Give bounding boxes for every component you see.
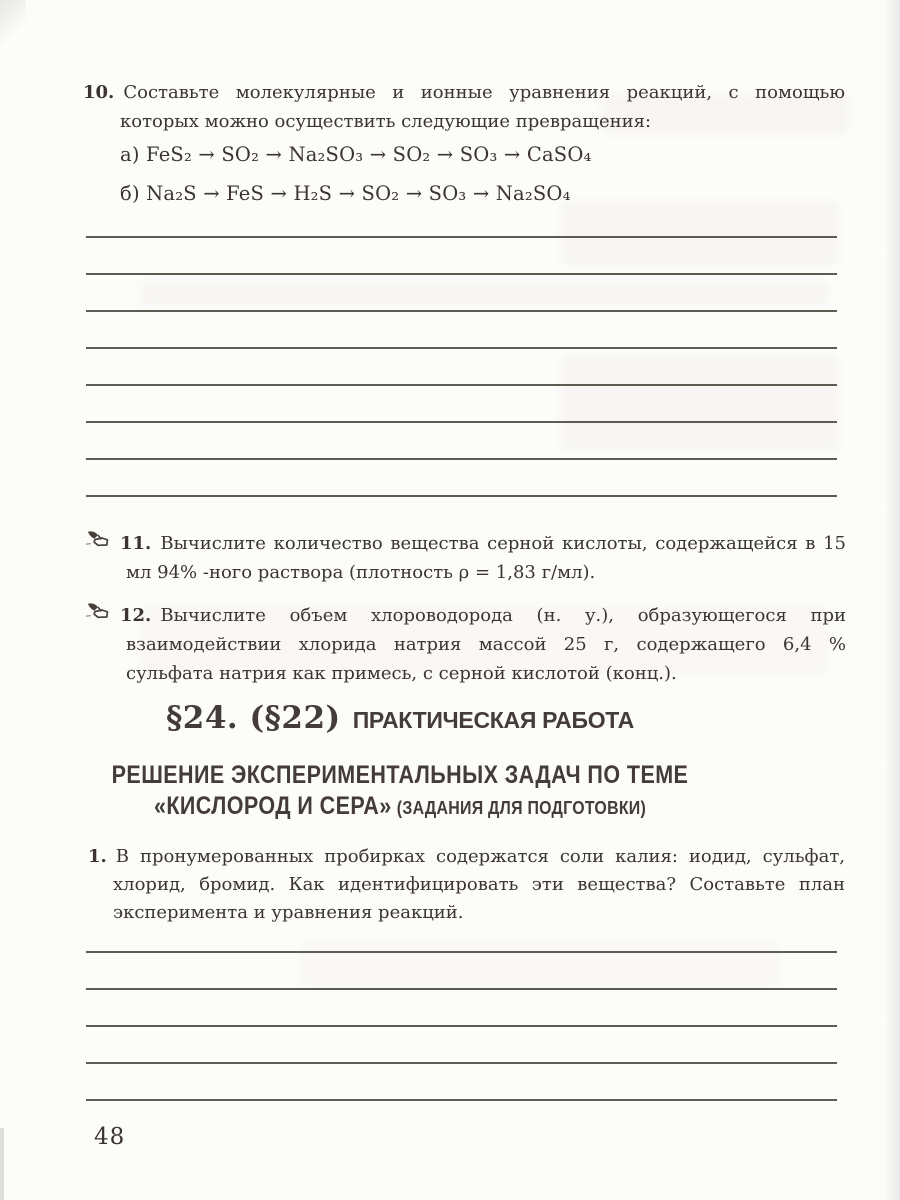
- answer-line: [86, 347, 837, 349]
- answer-line: [86, 273, 837, 275]
- answer-line: [86, 495, 837, 497]
- section-title: ПРАКТИЧЕСКАЯ РАБОТА: [352, 707, 634, 733]
- answer-line: [86, 988, 837, 990]
- section-topic-note: (ЗАДАНИЯ ДЛЯ ПОДГОТОВКИ): [396, 797, 647, 818]
- problem-text-body: В пронумерованных пробирках содержатся соли калия: иодид, сульфат, хлорид, бромид. Как идентифицировать эти вещества? Составьте план эксперимента и уравнения реакций.: [113, 846, 845, 923]
- problem-text-body: Вычислите объем хлороводорода (н. у.), образующегося при взаимодействии хлорида натрия массой 25 г, содержащего 6,4 % сульфата натрия как примесь, с серной кислотой (конц.).: [126, 605, 846, 684]
- answer-line: [86, 310, 837, 312]
- problem-10: [83, 78, 845, 136]
- problem-number: 1.: [88, 846, 107, 867]
- section-subtitle: РЕШЕНИЕ ЭКСПЕРИМЕНТАЛЬНЫХ ЗАДАЧ ПО ТЕМЕ: [111, 761, 689, 789]
- writing-hand-icon: [85, 602, 111, 622]
- problem-number: 11.: [120, 533, 152, 554]
- answer-line: [86, 1025, 837, 1027]
- answer-lines-section-1: [86, 236, 837, 532]
- problem-12-text: [120, 601, 846, 688]
- answer-line: [86, 951, 837, 953]
- answer-line: [86, 1062, 837, 1064]
- answer-line: [86, 1099, 837, 1101]
- section-header-line-1: [0, 700, 800, 741]
- writing-hand-icon: [85, 530, 111, 550]
- scan-corner-shade: [0, 0, 26, 46]
- page-number: 48: [94, 1124, 126, 1150]
- answer-line: [86, 458, 837, 460]
- reaction-chain-a: а) FeS₂ → SO₂ → Na₂SO₃ → SO₂ → SO₃ → CaSO₄: [120, 143, 592, 166]
- answer-line: [86, 236, 837, 238]
- answer-lines-section-2: [86, 951, 837, 1136]
- problem-12: [120, 601, 846, 688]
- problem-11: [120, 529, 846, 587]
- problem-11-text: [120, 529, 846, 587]
- problem-number: 10.: [83, 82, 115, 103]
- problem-text-body: Вычислите количество вещества серной кислоты, содержащейся в 15 мл 94% -ного раствора (плотность ρ = 1,83 г/мл).: [126, 533, 846, 583]
- scan-edge-shade: [0, 1128, 4, 1200]
- section-header-line-3: [56, 793, 744, 822]
- problem-number: 12.: [120, 605, 152, 626]
- reaction-chain-b: б) Na₂S → FeS → H₂S → SO₂ → SO₃ → Na₂SO₄: [120, 182, 571, 205]
- problem-10-text: [83, 78, 845, 136]
- answer-line: [86, 421, 837, 423]
- problem-text-body: Составьте молекулярные и ионные уравнения реакций, с помощью которых можно осуществить следующие превращения:: [120, 82, 845, 132]
- scan-edge-shade: [884, 0, 900, 1200]
- section-topic: «КИСЛОРОД И СЕРА»: [153, 792, 392, 820]
- paragraph-label: §24. (§22): [166, 700, 341, 736]
- answer-line: [86, 384, 837, 386]
- problem-1-text: [88, 843, 845, 927]
- problem-1: [88, 843, 845, 927]
